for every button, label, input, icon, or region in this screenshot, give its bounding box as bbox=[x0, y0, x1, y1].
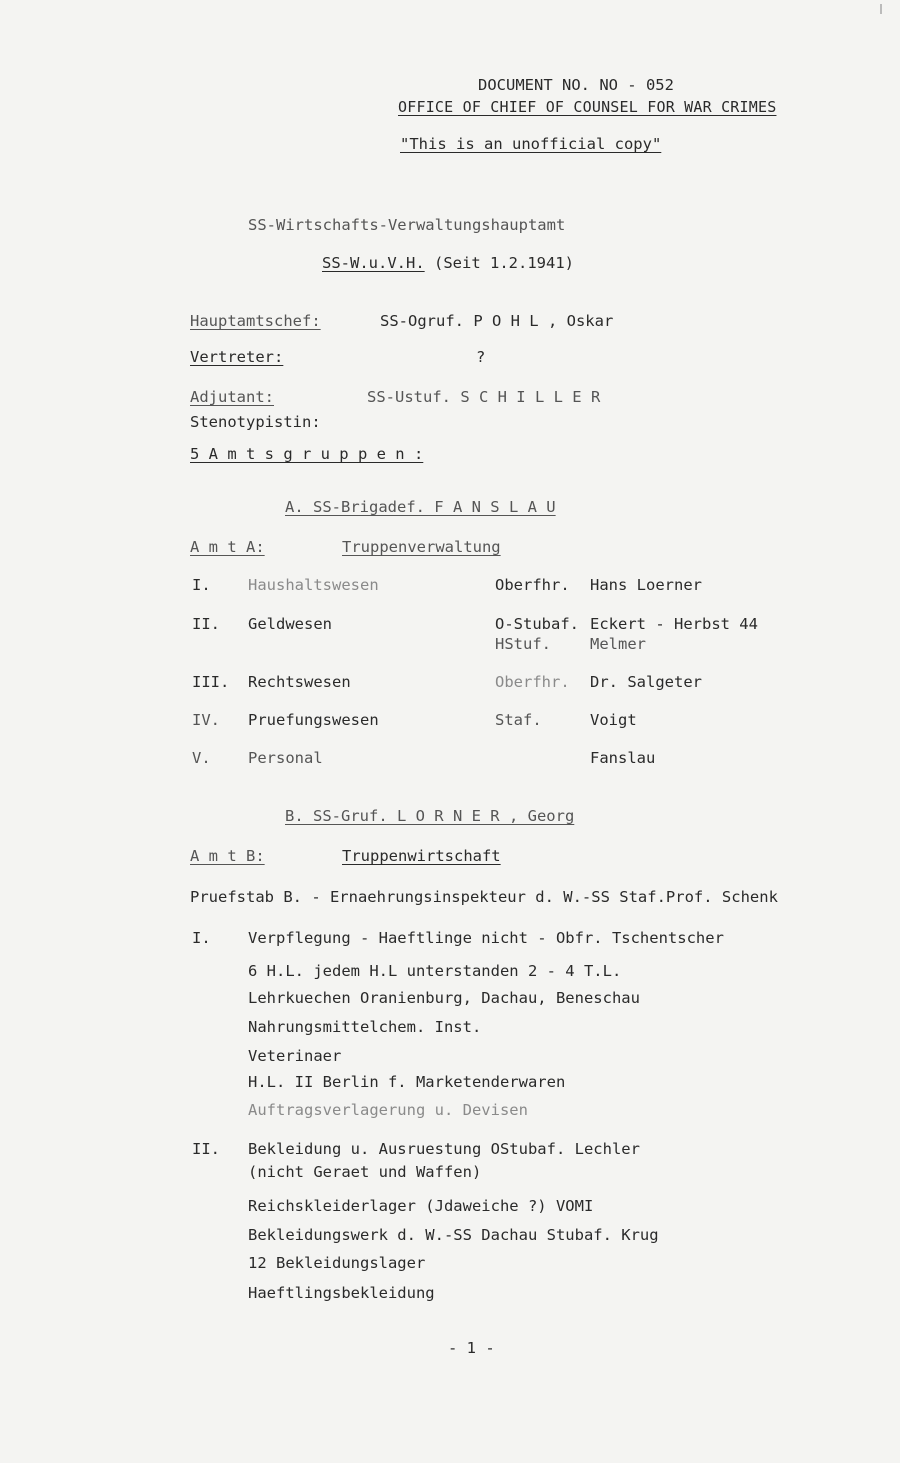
amt-a-row-6-person: Fanslau bbox=[590, 749, 656, 767]
amt-b-label: A m t B: bbox=[190, 847, 265, 865]
amt-a-label: A m t A: bbox=[190, 538, 265, 556]
amt-a-title: Truppenverwaltung bbox=[342, 538, 501, 556]
amt-a-row-2-num: II. bbox=[192, 615, 220, 633]
office-title: SS-Wirtschafts-Verwaltungshauptamt bbox=[248, 216, 566, 234]
amt-b-section-2-line: (nicht Geraet und Waffen) bbox=[248, 1163, 482, 1181]
amt-b-section-2-line: Reichskleiderlager (Jdaweiche ?) VOMI bbox=[248, 1197, 594, 1215]
amt-a-row-2-name: Geldwesen bbox=[248, 615, 332, 633]
office-abbrev: SS-W.u.V.H. bbox=[322, 254, 425, 272]
amt-a-row-1-person: Hans Loerner bbox=[590, 576, 702, 594]
page-number: - 1 - bbox=[448, 1339, 495, 1357]
amt-a-row-4-name: Rechtswesen bbox=[248, 673, 351, 691]
amt-a-row-6-num: V. bbox=[192, 749, 211, 767]
staff-label-deputy: Vertreter: bbox=[190, 348, 284, 366]
office-subtitle bbox=[322, 255, 574, 273]
amt-b-section-1-line: Verpflegung - Haeftlinge nicht - Obfr. Tschentscher bbox=[248, 929, 724, 947]
amt-a-row-5-num: IV. bbox=[192, 711, 220, 729]
amtsgruppen-heading: 5 A m t s g r u p p e n : bbox=[190, 445, 424, 463]
amt-b-section-1-line: Lehrkuechen Oranienburg, Dachau, Beneschau bbox=[248, 989, 640, 1007]
unofficial-copy-note: "This is an unofficial copy" bbox=[400, 135, 662, 153]
staff-value-deputy: ? bbox=[476, 348, 486, 366]
amt-b-section-2-line: Bekleidung u. Ausruestung OStubaf. Lechler bbox=[248, 1140, 640, 1158]
amt-a-row-4-rank: Oberfhr. bbox=[495, 673, 570, 691]
amt-a-row-5-name: Pruefungswesen bbox=[248, 711, 379, 729]
amt-b-section-1-line: Auftragsverlagerung u. Devisen bbox=[248, 1101, 528, 1119]
amt-b-section-1-line: Nahrungsmittelchem. Inst. bbox=[248, 1018, 482, 1036]
amt-a-row-5-rank: Staf. bbox=[495, 711, 542, 729]
office-heading: OFFICE OF CHIEF OF COUNSEL FOR WAR CRIMES bbox=[398, 98, 777, 116]
scan-mark bbox=[880, 4, 882, 14]
amt-b-title: Truppenwirtschaft bbox=[342, 847, 501, 865]
pruefstab-line: Pruefstab B. - Ernaehrungsinspekteur d. W.-SS Staf.Prof. Schenk bbox=[190, 888, 778, 906]
amt-a-row-1-rank: Oberfhr. bbox=[495, 576, 570, 594]
amt-a-row-6-name: Personal bbox=[248, 749, 323, 767]
amt-a-row-4-person: Dr. Salgeter bbox=[590, 673, 702, 691]
staff-value-adjutant: SS-Ustuf. S C H I L L E R bbox=[367, 388, 601, 406]
staff-value-chief: SS-Ogruf. P O H L , Oskar bbox=[380, 312, 614, 330]
amt-a-row-1-name: Haushaltswesen bbox=[248, 576, 379, 594]
group-a-heading: A. SS-Brigadef. F A N S L A U bbox=[285, 498, 556, 516]
amt-b-section-1-line: 6 H.L. jedem H.L unterstanden 2 - 4 T.L. bbox=[248, 962, 622, 980]
office-since: (Seit 1.2.1941) bbox=[434, 254, 574, 272]
group-b-heading: B. SS-Gruf. L O R N E R , Georg bbox=[285, 807, 575, 825]
staff-label-adjutant: Adjutant: bbox=[190, 388, 274, 406]
amt-a-row-5-person: Voigt bbox=[590, 711, 637, 729]
staff-label-typist: Stenotypistin: bbox=[190, 413, 321, 431]
amt-b-section-1-num: I. bbox=[192, 929, 211, 947]
amt-b-section-2-line: 12 Bekleidungslager bbox=[248, 1254, 426, 1272]
document-number: DOCUMENT NO. NO - 052 bbox=[478, 76, 674, 94]
amt-b-section-2-line: Bekleidungswerk d. W.-SS Dachau Stubaf. Krug bbox=[248, 1226, 659, 1244]
amt-a-row-2-rank: O-Stubaf. bbox=[495, 615, 579, 633]
amt-b-section-1-line: Veterinaer bbox=[248, 1047, 342, 1065]
amt-a-row-4-num: III. bbox=[192, 673, 230, 691]
staff-label-chief: Hauptamtschef: bbox=[190, 312, 321, 330]
amt-b-section-1-line: H.L. II Berlin f. Marketenderwaren bbox=[248, 1073, 566, 1091]
amt-a-row-1-num: I. bbox=[192, 576, 211, 594]
amt-a-row-2-person: Eckert - Herbst 44 bbox=[590, 615, 758, 633]
amt-a-row-3-rank: HStuf. bbox=[495, 635, 551, 653]
amt-b-section-2-line: Haeftlingsbekleidung bbox=[248, 1284, 435, 1302]
amt-a-row-3-person: Melmer bbox=[590, 635, 646, 653]
amt-b-section-2-num: II. bbox=[192, 1140, 220, 1158]
